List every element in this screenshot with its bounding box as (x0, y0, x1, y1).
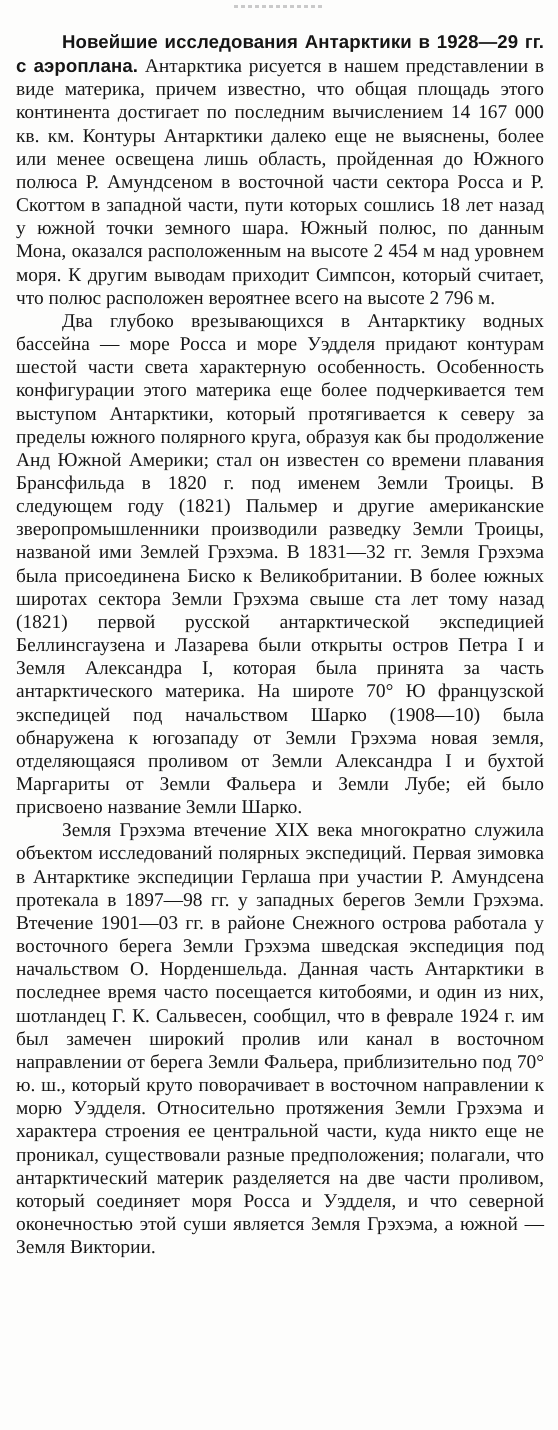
top-print-mark (234, 5, 322, 8)
paragraph-1 (16, 30, 544, 310)
article-title: Новейшие исследования Антарктики в 1928—29 гг. с аэроплана. (16, 31, 544, 77)
paragraph-3: Земля Грэхэма втечение XIX века многократно служила объектом исследований полярных экспедиций. Первая зимовка в Антарктике экспедиции Герлаша при участии Р. Амундсена протекала в 1897—98 гг. у западных берегов Земли Грэхэма. Втечение 1901—03 гг. в районе Снежного острова работала у восточного берега Земли Грэхэма шведская экспедиция под начальством О. Норденшельда. Данная часть Антарктики в последнее время часто посещается китобоями, и один из них, шотландец Г. К. Сальвесен, сообщил, что в феврале 1924 г. им был замечен широкий пролив или канал в восточном направлении от берега Земли Фальера, приблизительно под 70° ю. ш., который круто поворачивает в восточном направлении к морю Уэдделя. Относительно протяжения Земли Грэхэма и характера строения ее центральной части, куда никто еще не проникал, существовали разные предположения; полагали, что антарктический материк разделяется на две части проливом, который соединяет моря Росса и Уэдделя, и что северной оконечностью этой суши является Земля Грэхэма, а южной — Земля Виктории. (16, 820, 544, 1259)
paragraph-2: Два глубоко врезывающихся в Антарктику водных бассейна — море Росса и море Уэдделя придают контурам шестой части света характерную особенность. Особенность конфигурации этого материка еще более подчеркивается тем выступом Антарктики, который протягивается к северу за пределы южного полярного круга, образуя как бы продолжение Анд Южной Америки; стал он известен со времени плавания Брансфильда в 1820 г. под именем Земли Троицы. В следующем году (1821) Пальмер и другие американские зверопромышленники производили разведку Земли Троицы, названой ими Землей Грэхэма. В 1831—32 гг. Земля Грэхэма была присоединена Биско к Великобритании. В более южных широтах сектора Земли Грэхэма свыше ста лет тому назад (1821) первой русской антарктической экспедицией Беллинсгаузена и Лазарева были открыты остров Петра I и Земля Александра I, которая была принята за часть антарктического материка. На широте 70° Ю французской экспедицей под начальством Шарко (1908—10) была обнаружена к югозападу от Земли Грэхэма новая земля, отделяющаяся проливом от Земли Александра I и бухтой Маргариты от Земли Фальера и Земли Лубе; ей было присвоено название Земли Шарко. (16, 310, 544, 819)
paragraph-1-text: Антарктика рисуется в нашем представлении в виде материка, причем известно, что общая площадь этого континента достигает по последним вычислением 14 167 000 кв. км. Контуры Антарктики далеко еще не выяснены, более или менее освещена лишь область, пройденная до Южного полюса Р. Амундсеном в восточной части сектора Росса и Р. Скоттом в западной части, пути которых сошлись 18 лет назад у южной точки земного шара. Южный полюс, по данным Мона, оказался расположенным на высоте 2 454 м над уровнем моря. К другим выводам приходит Симпсон, который считает, что полюс расположен вероятнее всего на высоте 2 796 м. (16, 56, 545, 309)
article-body (16, 30, 544, 1259)
